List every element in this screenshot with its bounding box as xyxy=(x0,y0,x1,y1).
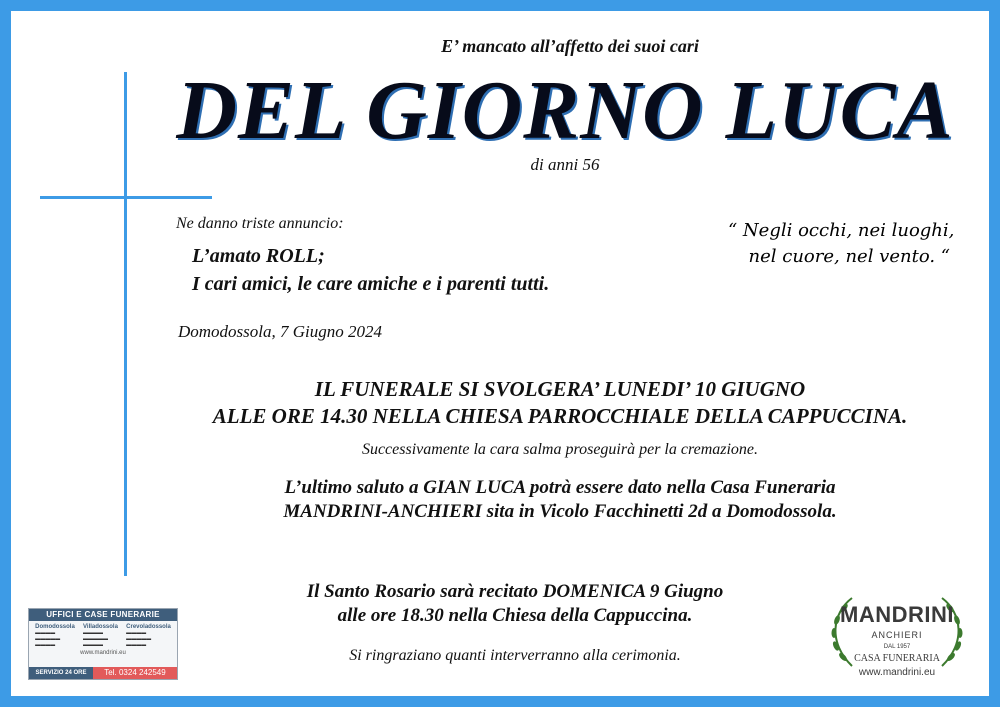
cross-vertical-bar xyxy=(124,72,127,576)
intro-line: E’ mancato all’affetto dei suoi cari xyxy=(441,36,699,56)
brand-website: www.mandrini.eu xyxy=(858,667,936,678)
office-name: Villadossola xyxy=(83,624,118,630)
farewell-line: L’ultimo saluto a GIAN LUCA potrà essere dato nella Casa Funeraria xyxy=(284,477,836,498)
brand-logo xyxy=(822,588,972,684)
funeral-line: IL FUNERALE SI SVOLGERA’ LUNEDI’ 10 GIUGNO xyxy=(314,377,806,401)
office-name: Domodossola xyxy=(35,624,75,630)
office-column xyxy=(35,624,75,648)
quote xyxy=(728,218,955,270)
brand-type: CASA FUNERARIA xyxy=(854,653,940,664)
brand-year: DAL 1957 xyxy=(883,644,911,650)
office-details-placeholder: ▬▬▬▬ ▬▬▬▬▬ ▬▬▬▬ xyxy=(83,630,109,648)
office-details-placeholder: ▬▬▬▬ ▬▬▬▬▬ ▬▬▬▬ xyxy=(35,630,61,648)
office-details-placeholder: ▬▬▬▬ ▬▬▬▬▬ ▬▬▬▬ xyxy=(126,630,152,648)
bereaved-line: I cari amici, le care amiche e i parenti tutti. xyxy=(192,273,550,295)
offices-bottom-bar xyxy=(29,667,177,679)
funeral-info xyxy=(150,376,970,430)
farewell-info xyxy=(150,476,970,524)
office-name: Crevoladossola xyxy=(126,624,171,630)
offices-logo xyxy=(28,608,178,680)
farewell-line: MANDRINI-ANCHIERI sita in Vicolo Facchinetti 2d a Domodossola. xyxy=(283,501,837,522)
office-column xyxy=(126,624,171,648)
deceased-name: DEL GIORNO LUCA xyxy=(176,64,954,157)
cremation-line: Successivamente la cara salma proseguirà per la cremazione. xyxy=(361,441,759,458)
announce-line: Ne danno triste annuncio: xyxy=(176,215,344,232)
office-column xyxy=(83,624,118,648)
brand-name: MANDRINI xyxy=(840,602,954,627)
quote-line: nel cuore, nel vento. “ xyxy=(748,246,950,267)
brand-subname: ANCHIERI xyxy=(871,630,923,640)
rosary-line: Il Santo Rosario sarà recitato DOMENICA 9 Giugno xyxy=(306,581,724,602)
bereaved-list xyxy=(192,242,549,298)
offices-columns xyxy=(29,621,177,648)
age-line: di anni 56 xyxy=(530,155,600,174)
service-24h-label: SERVIZIO 24 ORE xyxy=(29,667,93,679)
thanks-line: Si ringraziano quanti interverranno alla cerimonia. xyxy=(349,647,681,664)
bereaved-line: L’amato ROLL; xyxy=(192,245,325,267)
offices-website: www.mandrini.eu xyxy=(80,650,126,656)
rosary-line: alle ore 18.30 nella Chiesa della Cappuccina. xyxy=(337,605,693,626)
quote-line: “ Negli occhi, nei luoghi, xyxy=(728,220,955,241)
phone-number: Tel. 0324 242549 xyxy=(93,667,177,679)
cross-horizontal-bar xyxy=(40,196,212,199)
place-date: Domodossola, 7 Giugno 2024 xyxy=(178,322,383,341)
funeral-line: ALLE ORE 14.30 NELLA CHIESA PARROCCHIALE DELLA CAPPUCCINA. xyxy=(212,404,908,428)
offices-logo-title: UFFICI E CASE FUNERARIE xyxy=(29,609,177,621)
